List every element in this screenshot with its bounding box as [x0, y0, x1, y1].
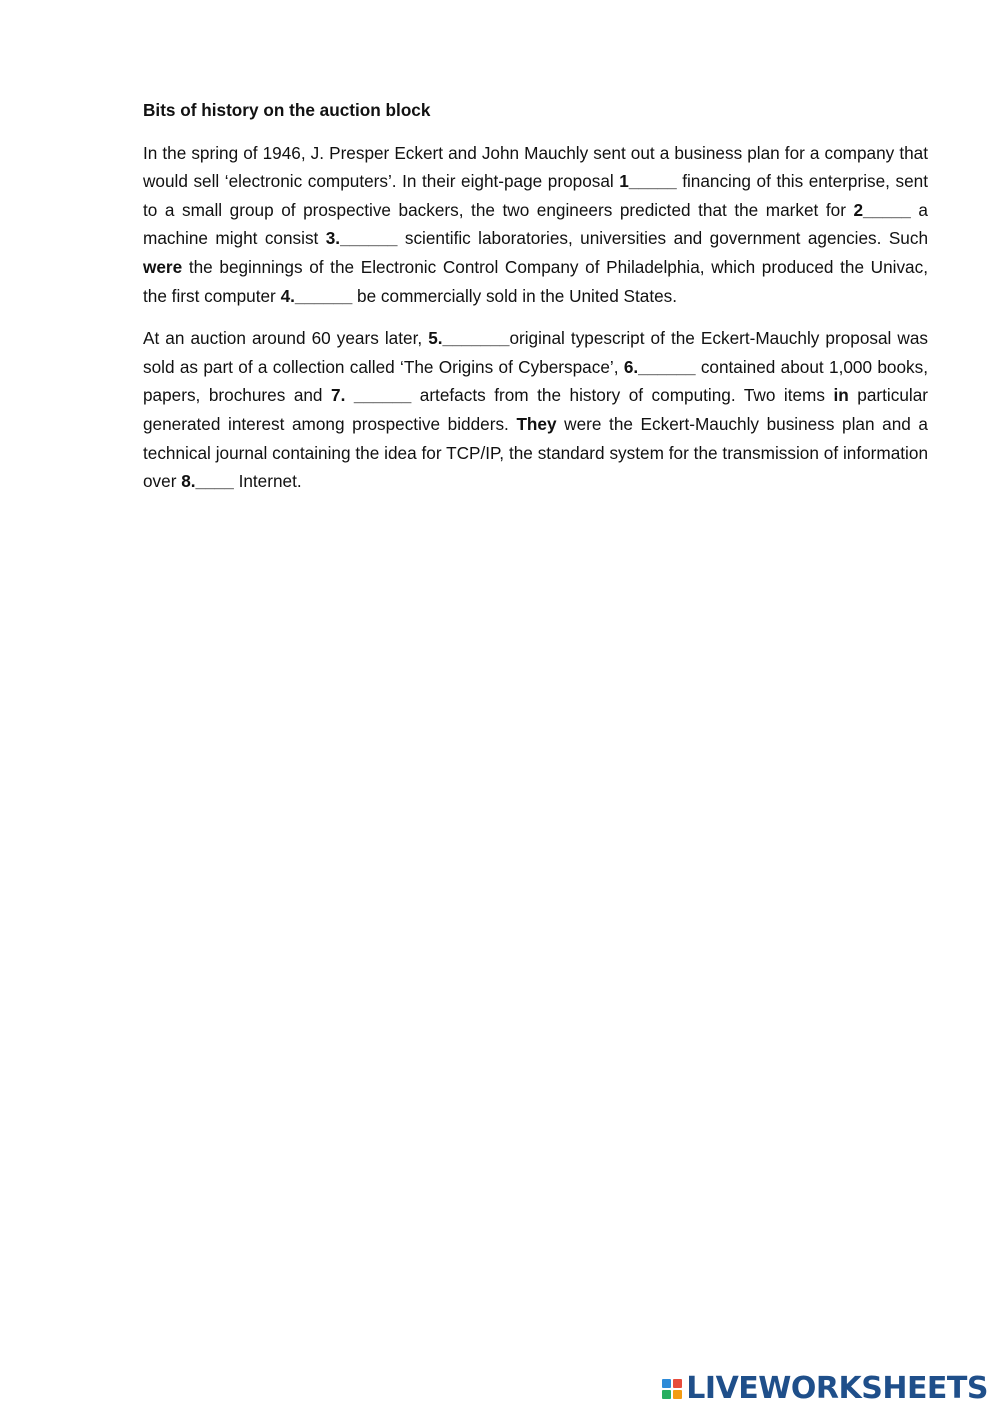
logo-mark-icon — [662, 1379, 682, 1399]
p2-bold-in: in — [833, 385, 849, 406]
gap-4[interactable]: 4.______ — [280, 285, 353, 306]
gap-1[interactable]: 1_____ — [619, 171, 677, 192]
worksheet-content — [143, 96, 928, 510]
p1-text-4: scientific laboratories, universities and government agencies. Such — [397, 228, 929, 249]
p1-text-1: In the spring of 1946, J. Presper Eckert and John Mauchly sent out a business plan for a company that would sell ‘electronic computers’. In their eight-page proposal — [143, 142, 928, 192]
gap-7[interactable]: 7. ______ — [331, 385, 412, 406]
p1-bold-were: were — [143, 256, 183, 277]
document-title: Bits of history on the auction block — [143, 100, 431, 120]
p2-text-5: particular generated interest among prospective bidders. — [143, 385, 928, 434]
gap-8[interactable]: 8.____ — [181, 471, 234, 492]
liveworksheets-logo — [662, 1371, 988, 1406]
p2-bold-they: They — [516, 413, 557, 434]
p1-text-6: be commercially sold in the United States. — [352, 285, 678, 306]
p1-text-5: the beginnings of the Electronic Control Company of Philadelphia, which produced the Univac, the first computer — [143, 256, 928, 306]
p2-text-4: artefacts from the history of computing. Two items — [411, 385, 834, 406]
gap-3[interactable]: 3.______ — [325, 228, 398, 249]
p2-text-3: contained about 1,000 books, papers, brochures and — [143, 356, 928, 406]
p2-text-1: At an auction around 60 years later, — [143, 328, 429, 349]
p2-text-7: Internet. — [233, 471, 302, 492]
p2-text-2: original typescript of the Eckert-Mauchly proposal was sold as part of a collection called ‘The Origins of Cyberspace’, — [143, 328, 928, 377]
logo-text: LIVEWORKSHEETS — [686, 1371, 988, 1406]
p1-text-3: a machine might consist — [143, 199, 928, 249]
gap-6[interactable]: 6.______ — [623, 356, 696, 377]
gap-5[interactable]: 5._______ — [428, 328, 510, 349]
gap-2[interactable]: 2_____ — [853, 199, 911, 220]
p1-text-2: financing of this enterprise, sent to a small group of prospective backers, the two engineers predicted that the market for — [143, 171, 928, 220]
paragraph-1 — [143, 139, 928, 311]
paragraph-2 — [143, 324, 928, 496]
p2-text-6: were the Eckert-Mauchly business plan and a technical journal containing the idea for TCP/IP, the standard system for the transmission of information over — [143, 413, 928, 492]
